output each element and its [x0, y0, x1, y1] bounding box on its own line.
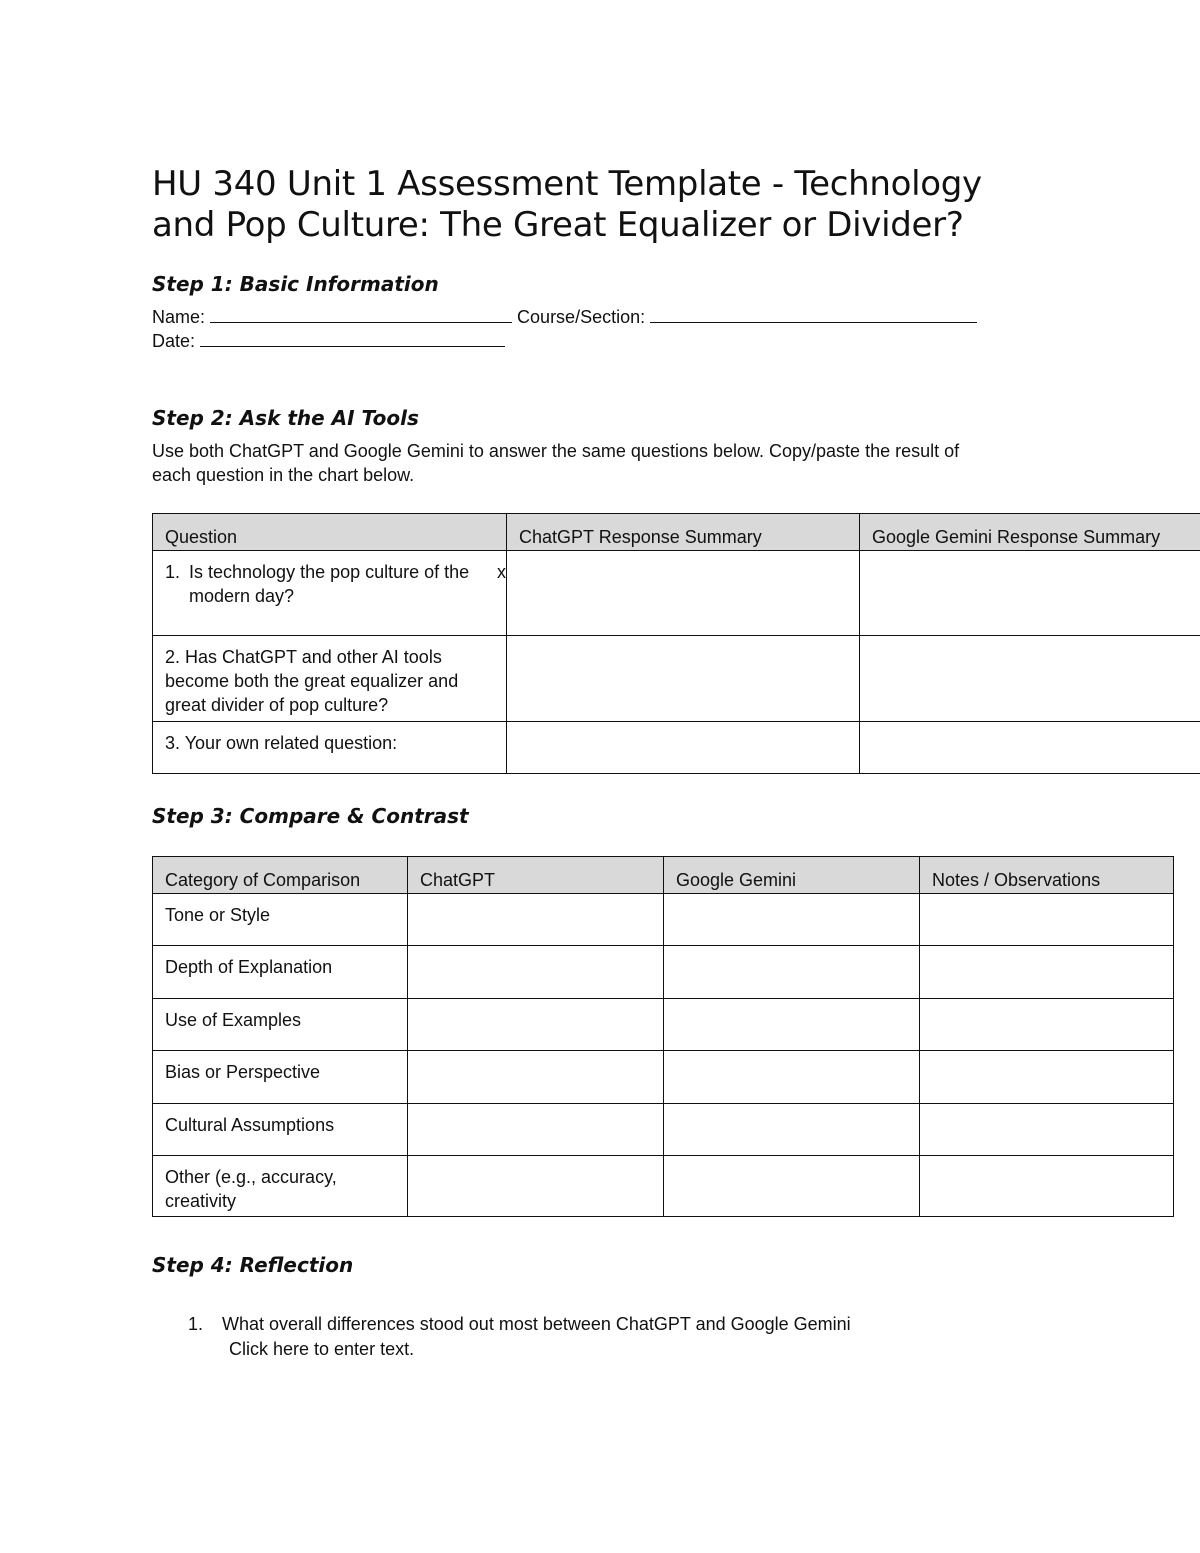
table-row	[153, 551, 1200, 636]
reflection-text-field[interactable]: Click here to enter text.	[229, 1339, 415, 1359]
chatgpt-response-cell[interactable]	[507, 551, 860, 636]
column-header: ChatGPT	[408, 857, 664, 894]
notes-cell[interactable]	[920, 1156, 1174, 1217]
reflection-item-number: 1.	[188, 1314, 204, 1334]
step3-heading: Step 3: Compare & Contrast	[152, 804, 469, 828]
gemini-response-cell[interactable]	[860, 636, 1200, 722]
notes-cell[interactable]	[920, 999, 1174, 1051]
category-label: Use of Examples	[153, 999, 408, 1051]
table-row	[153, 636, 1200, 722]
stray-mark: x	[497, 562, 506, 582]
gemini-response-cell[interactable]	[860, 551, 1200, 636]
ai-questions-table	[152, 513, 1200, 774]
column-header: Question	[153, 514, 507, 551]
table-row	[153, 894, 1174, 946]
table-row	[153, 1104, 1174, 1156]
gemini-cell[interactable]	[664, 1104, 920, 1156]
question-text: 3. Your own related question:	[153, 722, 507, 774]
date-field[interactable]	[200, 330, 505, 347]
question-number: 1.	[165, 562, 181, 582]
reflection-question: What overall differences stood out most between ChatGPT and Google Gemini	[222, 1314, 851, 1334]
gemini-response-cell[interactable]	[860, 722, 1200, 774]
notes-cell[interactable]	[920, 1104, 1174, 1156]
table-header-row	[153, 514, 1200, 551]
step2-instructions-line2: each question in the chart below.	[152, 465, 415, 485]
notes-cell[interactable]	[920, 946, 1174, 999]
course-section-field[interactable]	[650, 306, 977, 323]
category-label: Other (e.g., accuracy, creativity	[153, 1156, 408, 1217]
table-header-row	[153, 857, 1174, 894]
chatgpt-response-cell[interactable]	[507, 636, 860, 722]
column-header: Google Gemini	[664, 857, 920, 894]
name-field[interactable]	[210, 306, 512, 323]
column-header: Category of Comparison	[153, 857, 408, 894]
date-label: Date:	[152, 331, 196, 351]
gemini-cell[interactable]	[664, 946, 920, 999]
chatgpt-cell[interactable]	[408, 1104, 664, 1156]
notes-cell[interactable]	[920, 894, 1174, 946]
table-row	[153, 946, 1174, 999]
question-text: Is technology the pop culture of the modern day?	[189, 562, 470, 606]
gemini-cell[interactable]	[664, 999, 920, 1051]
column-header: ChatGPT Response Summary	[507, 514, 860, 551]
document-title: HU 340 Unit 1 Assessment Template - Technology and Pop Culture: The Great Equalizer or Divider?	[152, 164, 982, 245]
chatgpt-cell[interactable]	[408, 1051, 664, 1104]
table-row	[153, 999, 1174, 1051]
column-header: Notes / Observations	[920, 857, 1174, 894]
table-row	[153, 1156, 1174, 1217]
question-text: 2. Has ChatGPT and other AI tools become both the great equalizer and great divider of pop culture?	[153, 636, 507, 722]
step2-heading: Step 2: Ask the AI Tools	[152, 406, 419, 430]
name-course-row	[152, 305, 977, 329]
column-header: Google Gemini Response Summary	[860, 514, 1200, 551]
chatgpt-cell[interactable]	[408, 946, 664, 999]
gemini-cell[interactable]	[664, 1051, 920, 1104]
category-label: Bias or Perspective	[153, 1051, 408, 1104]
gemini-cell[interactable]	[664, 894, 920, 946]
date-row	[152, 329, 505, 353]
category-label: Depth of Explanation	[153, 946, 408, 999]
step1-heading: Step 1: Basic Information	[152, 272, 439, 296]
chatgpt-cell[interactable]	[408, 1156, 664, 1217]
chatgpt-cell[interactable]	[408, 894, 664, 946]
table-row	[153, 722, 1200, 774]
course-label: Course/Section:	[517, 307, 646, 327]
notes-cell[interactable]	[920, 1051, 1174, 1104]
name-label: Name:	[152, 307, 206, 327]
table-row	[153, 1051, 1174, 1104]
gemini-cell[interactable]	[664, 1156, 920, 1217]
step2-instructions-line1: Use both ChatGPT and Google Gemini to answer the same questions below. Copy/paste the result of	[152, 441, 960, 461]
step4-heading: Step 4: Reflection	[152, 1253, 354, 1277]
chatgpt-response-cell[interactable]	[507, 722, 860, 774]
category-label: Tone or Style	[153, 894, 408, 946]
category-label: Cultural Assumptions	[153, 1104, 408, 1156]
chatgpt-cell[interactable]	[408, 999, 664, 1051]
question-cell	[153, 551, 507, 636]
comparison-table	[152, 856, 1174, 1217]
